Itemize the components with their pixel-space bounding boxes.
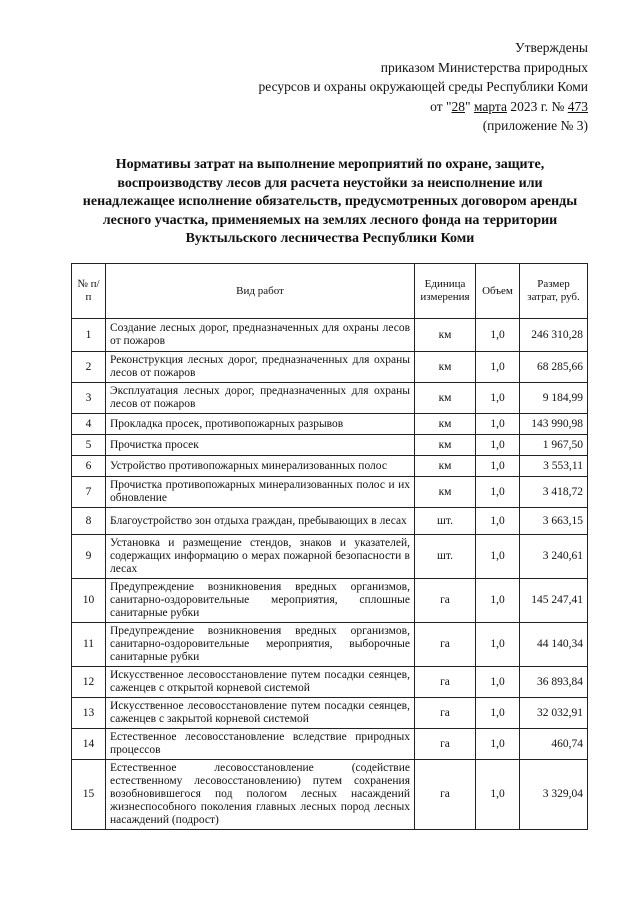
date-day: 28 [451, 98, 465, 114]
date-prefix: от " [430, 98, 452, 114]
table-row [72, 477, 588, 508]
row-volume: 1,0 [476, 698, 520, 729]
header-cost: Размер затрат, руб. [520, 264, 588, 319]
header-work: Вид работ [106, 264, 415, 319]
table-row [72, 435, 588, 456]
row-number: 15 [72, 760, 106, 830]
row-work-type: Создание лесных дорог, предназначенных для охраны лесов от пожаров [106, 319, 415, 352]
row-unit: км [415, 435, 476, 456]
row-volume: 1,0 [476, 508, 520, 535]
table-row [72, 579, 588, 623]
row-cost: 3 240,61 [520, 535, 588, 579]
date-year: 2023 г. № [510, 98, 565, 114]
row-volume: 1,0 [476, 535, 520, 579]
row-unit: км [415, 477, 476, 508]
table-row [72, 698, 588, 729]
row-unit: км [415, 456, 476, 477]
approval-date-line [168, 97, 588, 117]
table-row [72, 456, 588, 477]
row-volume: 1,0 [476, 477, 520, 508]
table-row [72, 383, 588, 414]
row-cost: 36 893,84 [520, 667, 588, 698]
row-cost: 3 418,72 [520, 477, 588, 508]
row-unit: га [415, 729, 476, 760]
row-unit: км [415, 383, 476, 414]
row-number: 9 [72, 535, 106, 579]
row-number: 2 [72, 352, 106, 383]
row-work-type: Предупреждение возникновения вредных организмов, санитарно-оздоровительные мероприятия, выборочные санитарные рубки [106, 623, 415, 667]
row-cost: 44 140,34 [520, 623, 588, 667]
row-unit: га [415, 698, 476, 729]
row-cost: 145 247,41 [520, 579, 588, 623]
row-number: 7 [72, 477, 106, 508]
row-unit: км [415, 414, 476, 435]
row-work-type: Прочистка противопожарных минерализованных полос и их обновление [106, 477, 415, 508]
table-body [72, 319, 588, 830]
approval-line-approved: Утверждены [515, 40, 588, 55]
row-volume: 1,0 [476, 319, 520, 352]
row-unit: га [415, 579, 476, 623]
row-cost: 246 310,28 [520, 319, 588, 352]
row-work-type: Естественное лесовосстановление вследствие природных процессов [106, 729, 415, 760]
row-cost: 3 553,11 [520, 456, 588, 477]
table-row [72, 319, 588, 352]
row-work-type: Благоустройство зон отдыха граждан, пребывающих в лесах [106, 508, 415, 535]
row-work-type: Установка и размещение стендов, знаков и указателей, содержащих информацию о мерах пожарной безопасности в лесах [106, 535, 415, 579]
row-volume: 1,0 [476, 435, 520, 456]
row-work-type: Эксплуатация лесных дорог, предназначенных для охраны лесов от пожаров [106, 383, 415, 414]
approval-line-ministry: ресурсов и охраны окружающей среды Республики Коми [258, 79, 588, 94]
row-work-type: Реконструкция лесных дорог, предназначенных для охраны лесов от пожаров [106, 352, 415, 383]
date-mid: " [465, 98, 471, 114]
row-number: 14 [72, 729, 106, 760]
header-unit: Единица измерения [415, 264, 476, 319]
order-number: 473 [567, 98, 588, 114]
row-number: 11 [72, 623, 106, 667]
header-volume: Объем [476, 264, 520, 319]
row-number: 6 [72, 456, 106, 477]
row-work-type: Устройство противопожарных минерализованных полос [106, 456, 415, 477]
row-work-type: Прокладка просек, противопожарных разрывов [106, 414, 415, 435]
row-number: 12 [72, 667, 106, 698]
table-row [72, 729, 588, 760]
row-number: 8 [72, 508, 106, 535]
row-number: 13 [72, 698, 106, 729]
row-volume: 1,0 [476, 760, 520, 830]
table-row [72, 352, 588, 383]
row-work-type: Искусственное лесовосстановление путем посадки сеянцев, саженцев с открытой корневой системой [106, 667, 415, 698]
row-volume: 1,0 [476, 383, 520, 414]
row-work-type: Прочистка просек [106, 435, 415, 456]
row-work-type: Искусственное лесовосстановление путем посадки сеянцев, саженцев с закрытой корневой системой [106, 698, 415, 729]
row-number: 5 [72, 435, 106, 456]
date-month: марта [473, 98, 507, 114]
table-row [72, 667, 588, 698]
row-cost: 3 329,04 [520, 760, 588, 830]
row-work-type: Естественное лесовосстановление (содействие естественному лесовосстановлению) путем сохранения возобновившегося под пологом лесных насаждений жизнеспособного поколения главных лесных пород лесных насаждений (подрост) [106, 760, 415, 830]
row-cost: 1 967,50 [520, 435, 588, 456]
row-number: 3 [72, 383, 106, 414]
row-unit: шт. [415, 535, 476, 579]
row-cost: 143 990,98 [520, 414, 588, 435]
row-volume: 1,0 [476, 414, 520, 435]
row-unit: га [415, 760, 476, 830]
row-unit: га [415, 623, 476, 667]
row-unit: км [415, 319, 476, 352]
document-title: Нормативы затрат на выполнение мероприятий по охране, защите, воспроизводству лесов для расчета неустойки за неисполнение или ненадлежащее исполнение обязательств, предусмотренных договором аренды лесного участка, применяемых на землях лесного фонда на территории Вуктыльского лесничества Республики Коми [82, 157, 578, 246]
table-row [72, 623, 588, 667]
table-row [72, 508, 588, 535]
table-row [72, 760, 588, 830]
row-work-type: Предупреждение возникновения вредных организмов, санитарно-оздоровительные мероприятия, сплошные санитарные рубки [106, 579, 415, 623]
table-header-row [72, 264, 588, 319]
header-num: № п/п [72, 264, 106, 319]
table-row [72, 414, 588, 435]
row-number: 1 [72, 319, 106, 352]
row-cost: 9 184,99 [520, 383, 588, 414]
norms-table [71, 263, 588, 830]
row-unit: шт. [415, 508, 476, 535]
approval-block [168, 38, 588, 136]
row-number: 4 [72, 414, 106, 435]
approval-line-order: приказом Министерства природных [380, 59, 588, 75]
row-unit: км [415, 352, 476, 383]
row-volume: 1,0 [476, 456, 520, 477]
row-number: 10 [72, 579, 106, 623]
row-volume: 1,0 [476, 623, 520, 667]
row-volume: 1,0 [476, 579, 520, 623]
row-cost: 68 285,66 [520, 352, 588, 383]
row-cost: 460,74 [520, 729, 588, 760]
row-cost: 32 032,91 [520, 698, 588, 729]
table-row [72, 535, 588, 579]
row-unit: га [415, 667, 476, 698]
row-volume: 1,0 [476, 352, 520, 383]
row-cost: 3 663,15 [520, 508, 588, 535]
appendix-label: (приложение № 3) [482, 118, 588, 133]
row-volume: 1,0 [476, 667, 520, 698]
row-volume: 1,0 [476, 729, 520, 760]
